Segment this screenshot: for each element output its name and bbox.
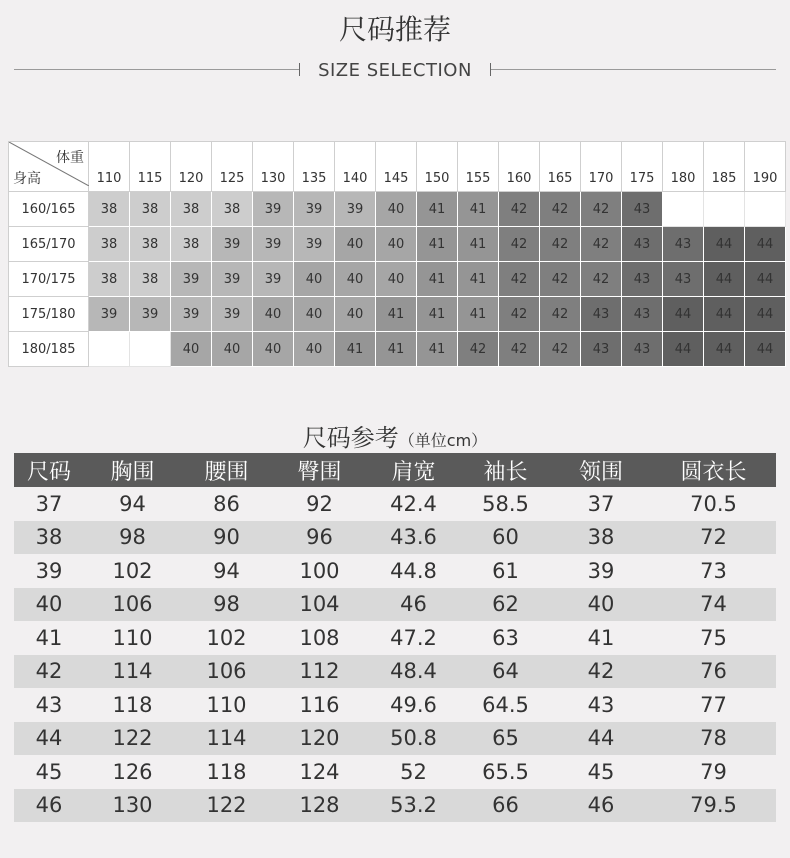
size-cell: 38 — [89, 192, 130, 227]
table-cell: 42 — [14, 655, 84, 689]
size-cell: 42 — [540, 297, 581, 332]
size-cell: 44 — [704, 262, 745, 297]
table-cell: 112 — [272, 655, 367, 689]
table-cell: 94 — [119, 491, 146, 516]
table-row — [14, 554, 776, 588]
table-cell: 43 — [587, 692, 615, 717]
table-row — [14, 588, 776, 622]
table-cell: 79.5 — [651, 789, 776, 823]
size-cell: 38 — [130, 192, 171, 227]
table-cell: 106 — [181, 655, 272, 689]
size-cell: 38 — [130, 262, 171, 297]
size-cell: 38 — [89, 262, 130, 297]
size-cell: 41 — [335, 332, 376, 367]
height-row — [9, 262, 786, 297]
table-cell: 52 — [400, 759, 427, 784]
table-cell: 37 — [35, 491, 63, 516]
table-row — [14, 755, 776, 789]
table-cell: 46 — [367, 588, 460, 622]
size-cell: 42 — [581, 192, 622, 227]
size-cell: 44 — [745, 332, 786, 367]
table-cell: 122 — [181, 789, 272, 823]
size-cell: 43 — [622, 332, 663, 367]
size-cell: 42 — [499, 332, 540, 367]
reference-column-header: 袖长 — [460, 453, 551, 487]
size-cell: 42 — [540, 262, 581, 297]
size-cell: 41 — [458, 297, 499, 332]
height-label-cell: 175/180 — [9, 297, 89, 332]
size-cell: 39 — [335, 192, 376, 227]
table-cell: 44.8 — [390, 558, 437, 583]
table-row — [14, 521, 776, 555]
table-cell: 49.6 — [390, 692, 437, 717]
size-cell: 39 — [212, 227, 253, 262]
table-cell: 47.2 — [390, 625, 437, 650]
weight-header-cell: 190 — [745, 142, 786, 192]
size-cell: 41 — [417, 262, 458, 297]
size-cell: 39 — [130, 297, 171, 332]
reference-column-header: 尺码 — [14, 453, 84, 487]
table-cell: 126 — [112, 759, 153, 784]
size-cell: 41 — [417, 332, 458, 367]
size-cell: 39 — [253, 227, 294, 262]
size-recommendation-table — [8, 141, 786, 367]
size-cell: 41 — [458, 262, 499, 297]
reference-header-row — [14, 453, 776, 487]
empty-cell — [130, 332, 171, 367]
size-cell: 38 — [89, 227, 130, 262]
size-cell: 44 — [663, 297, 704, 332]
size-cell: 43 — [581, 297, 622, 332]
table-cell: 40 — [551, 588, 651, 622]
table-cell: 45 — [35, 759, 63, 784]
table-cell: 39 — [587, 558, 615, 583]
table-cell: 53.2 — [367, 789, 460, 823]
size-cell: 41 — [458, 227, 499, 262]
size-cell: 40 — [294, 297, 335, 332]
size-cell: 41 — [417, 192, 458, 227]
size-cell: 41 — [458, 192, 499, 227]
table-row — [14, 655, 776, 689]
size-cell: 40 — [171, 332, 212, 367]
weight-header-cell: 140 — [335, 142, 376, 192]
empty-cell — [89, 332, 130, 367]
table-cell: 42 — [551, 655, 651, 689]
table-cell: 70.5 — [690, 491, 737, 516]
size-cell: 42 — [540, 332, 581, 367]
table-cell: 60 — [460, 521, 551, 555]
table-cell: 41 — [35, 625, 63, 650]
height-label-cell: 160/165 — [9, 192, 89, 227]
size-cell: 44 — [745, 297, 786, 332]
size-cell: 42 — [499, 192, 540, 227]
size-cell: 42 — [458, 332, 499, 367]
size-cell: 44 — [704, 297, 745, 332]
table-cell: 66 — [460, 789, 551, 823]
table-cell: 43 — [35, 692, 63, 717]
table-cell: 90 — [181, 521, 272, 555]
size-cell: 39 — [253, 262, 294, 297]
size-cell: 39 — [212, 262, 253, 297]
size-cell: 43 — [622, 227, 663, 262]
size-cell: 44 — [663, 332, 704, 367]
height-axis-label: 身高 — [13, 171, 41, 187]
table-cell: 76 — [651, 655, 776, 689]
table-cell: 46 — [551, 789, 651, 823]
weight-header-cell: 185 — [704, 142, 745, 192]
weight-header-cell: 160 — [499, 142, 540, 192]
reference-column-header: 腰围 — [181, 453, 272, 487]
size-cell: 40 — [335, 227, 376, 262]
table-cell: 42.4 — [390, 491, 437, 516]
size-cell: 41 — [376, 332, 417, 367]
weight-header-cell: 170 — [581, 142, 622, 192]
weight-header-cell: 120 — [171, 142, 212, 192]
reference-unit: （单位cm） — [398, 431, 488, 450]
size-cell: 40 — [253, 297, 294, 332]
table-cell: 75 — [700, 625, 727, 650]
table-cell: 40 — [14, 588, 84, 622]
table-cell: 45 — [587, 759, 615, 784]
table-cell: 46 — [14, 789, 84, 823]
weight-header-cell: 135 — [294, 142, 335, 192]
table-cell: 102 — [112, 558, 153, 583]
table-cell: 65.5 — [482, 759, 529, 784]
table-cell: 41 — [587, 625, 615, 650]
size-cell: 40 — [376, 262, 417, 297]
table-cell: 114 — [181, 722, 272, 756]
table-cell: 118 — [206, 759, 247, 784]
table-cell: 92 — [306, 491, 333, 516]
size-cell: 43 — [622, 262, 663, 297]
size-reference-table — [14, 453, 776, 822]
size-cell: 44 — [704, 227, 745, 262]
size-cell: 44 — [704, 332, 745, 367]
weight-header-cell: 150 — [417, 142, 458, 192]
empty-cell — [663, 192, 704, 227]
size-cell: 40 — [376, 192, 417, 227]
table-cell: 48.4 — [367, 655, 460, 689]
table-row — [14, 722, 776, 756]
table-cell: 44 — [551, 722, 651, 756]
size-cell: 42 — [499, 227, 540, 262]
size-cell: 39 — [253, 192, 294, 227]
reference-column-header: 肩宽 — [367, 453, 460, 487]
subtitle-divider — [14, 60, 776, 82]
size-cell: 40 — [376, 227, 417, 262]
height-row — [9, 332, 786, 367]
reference-title-block — [0, 418, 790, 453]
table-cell: 74 — [651, 588, 776, 622]
table-cell: 86 — [213, 491, 240, 516]
table-cell: 65 — [460, 722, 551, 756]
table-corner — [9, 142, 89, 192]
table-cell: 110 — [206, 692, 247, 717]
size-cell: 38 — [212, 192, 253, 227]
size-cell: 42 — [499, 262, 540, 297]
table-cell: 62 — [460, 588, 551, 622]
table-cell: 106 — [84, 588, 181, 622]
table-cell: 64.5 — [482, 692, 529, 717]
reference-column-header: 胸围 — [84, 453, 181, 487]
table-cell: 44 — [14, 722, 84, 756]
table-cell: 38 — [14, 521, 84, 555]
table-cell: 79 — [700, 759, 727, 784]
table-cell: 102 — [206, 625, 247, 650]
table-cell: 77 — [700, 692, 727, 717]
table-cell: 110 — [112, 625, 153, 650]
table-row — [14, 789, 776, 823]
reference-column-header: 领围 — [551, 453, 651, 487]
table-cell: 61 — [492, 558, 519, 583]
divider-line-right — [491, 69, 776, 70]
weight-axis-label: 体重 — [56, 150, 84, 166]
table-cell: 43.6 — [367, 521, 460, 555]
weight-header-cell: 125 — [212, 142, 253, 192]
size-cell: 43 — [581, 332, 622, 367]
size-cell: 41 — [417, 297, 458, 332]
size-cell: 40 — [335, 262, 376, 297]
table-row — [14, 487, 776, 521]
table-cell: 64 — [460, 655, 551, 689]
size-cell: 42 — [499, 297, 540, 332]
height-label-cell: 170/175 — [9, 262, 89, 297]
weight-header-cell: 115 — [130, 142, 171, 192]
size-cell: 42 — [581, 227, 622, 262]
size-cell: 42 — [540, 192, 581, 227]
table-cell: 130 — [84, 789, 181, 823]
weight-header-cell: 130 — [253, 142, 294, 192]
table-cell: 116 — [299, 692, 340, 717]
size-cell: 40 — [294, 332, 335, 367]
size-cell: 39 — [171, 262, 212, 297]
size-cell: 38 — [130, 227, 171, 262]
table-cell: 104 — [272, 588, 367, 622]
table-row — [14, 688, 776, 722]
reference-column-header: 臀围 — [272, 453, 367, 487]
height-row — [9, 297, 786, 332]
reference-column-header: 圆衣长 — [651, 453, 776, 487]
height-label-cell: 180/185 — [9, 332, 89, 367]
size-cell: 39 — [89, 297, 130, 332]
size-cell: 43 — [663, 227, 704, 262]
table-cell: 114 — [84, 655, 181, 689]
weight-header-cell: 165 — [540, 142, 581, 192]
size-cell: 39 — [294, 227, 335, 262]
table-cell: 118 — [112, 692, 153, 717]
size-cell: 40 — [335, 297, 376, 332]
height-label-cell: 165/170 — [9, 227, 89, 262]
size-cell: 42 — [540, 227, 581, 262]
table-cell: 37 — [587, 491, 615, 516]
table-cell: 72 — [651, 521, 776, 555]
weight-header-cell: 155 — [458, 142, 499, 192]
reference-title: 尺码参考 — [302, 424, 399, 452]
table-cell: 100 — [299, 558, 340, 583]
size-cell: 44 — [745, 262, 786, 297]
table-cell: 50.8 — [367, 722, 460, 756]
table-cell: 124 — [299, 759, 340, 784]
size-cell: 43 — [622, 297, 663, 332]
table-cell: 108 — [299, 625, 340, 650]
weight-header-cell: 110 — [89, 142, 130, 192]
size-cell: 40 — [212, 332, 253, 367]
table-cell: 63 — [492, 625, 519, 650]
size-cell: 40 — [253, 332, 294, 367]
size-cell: 38 — [171, 227, 212, 262]
size-cell: 40 — [294, 262, 335, 297]
table-cell: 96 — [272, 521, 367, 555]
table-cell: 78 — [651, 722, 776, 756]
height-row — [9, 227, 786, 262]
page-title: 尺码推荐 — [338, 13, 451, 46]
table-cell: 128 — [272, 789, 367, 823]
table-cell: 120 — [272, 722, 367, 756]
size-cell: 39 — [294, 192, 335, 227]
size-cell: 38 — [171, 192, 212, 227]
table-cell: 39 — [35, 558, 63, 583]
size-cell: 43 — [622, 192, 663, 227]
weight-header-cell: 180 — [663, 142, 704, 192]
size-cell: 39 — [212, 297, 253, 332]
table-cell: 98 — [181, 588, 272, 622]
size-cell: 42 — [581, 262, 622, 297]
page-subtitle: SIZE SELECTION — [318, 60, 472, 81]
table-cell: 73 — [700, 558, 727, 583]
size-cell: 43 — [663, 262, 704, 297]
empty-cell — [745, 192, 786, 227]
weight-header-cell: 175 — [622, 142, 663, 192]
weight-header-cell: 145 — [376, 142, 417, 192]
size-cell: 41 — [376, 297, 417, 332]
weight-header-row — [9, 142, 786, 192]
height-row — [9, 192, 786, 227]
table-cell: 38 — [551, 521, 651, 555]
size-cell: 39 — [171, 297, 212, 332]
size-cell: 44 — [745, 227, 786, 262]
table-cell: 94 — [213, 558, 240, 583]
table-cell: 58.5 — [482, 491, 529, 516]
table-cell: 98 — [84, 521, 181, 555]
table-row — [14, 621, 776, 655]
empty-cell — [704, 192, 745, 227]
table-cell: 122 — [84, 722, 181, 756]
size-cell: 41 — [417, 227, 458, 262]
